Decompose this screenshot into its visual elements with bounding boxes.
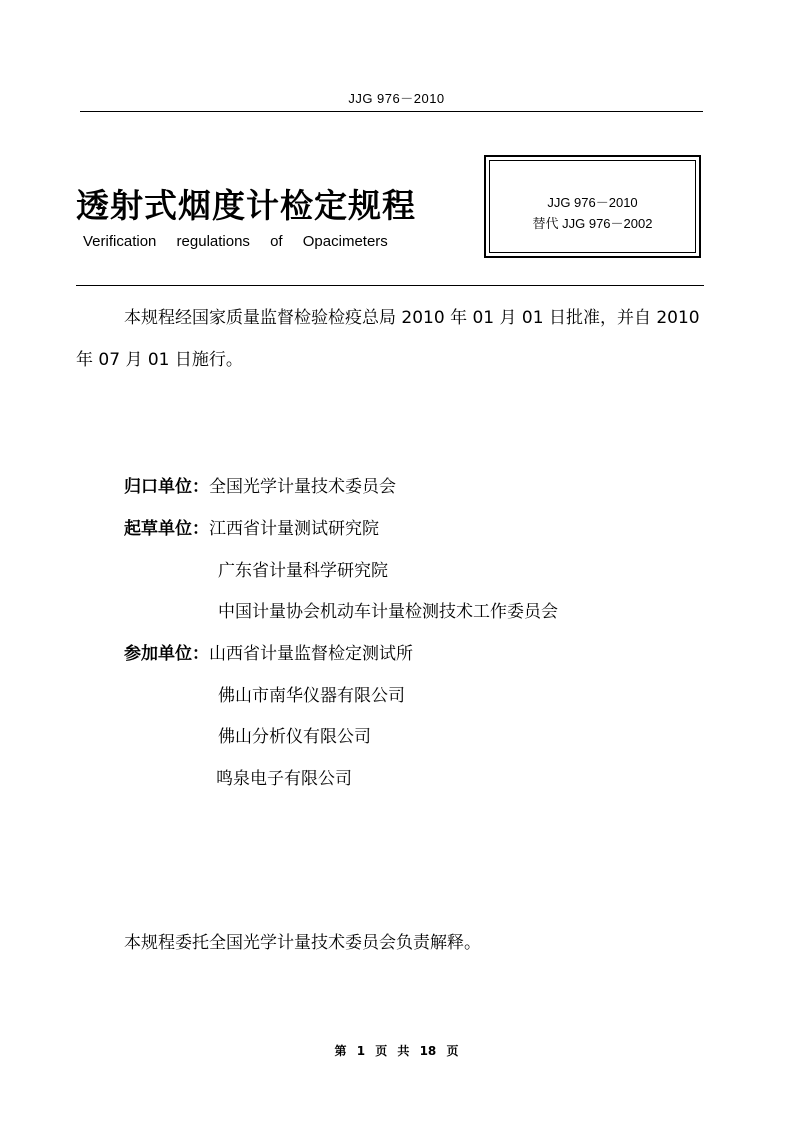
approval-line-2: 年 07 月 01 日施行。: [76, 350, 243, 370]
drafting-unit-row: [124, 514, 379, 539]
responsible-unit: 全国光学计量技术委员会: [209, 477, 396, 497]
participating-unit: 鸣泉电子有限公司: [216, 769, 352, 789]
running-header-code: JJG 976－2010: [348, 91, 445, 106]
participating-unit: 佛山分析仪有限公司: [218, 727, 371, 747]
title-chinese: 透射式烟度计检定规程: [76, 186, 416, 225]
responsible-unit-row: [124, 472, 396, 497]
responsible-unit-label: 归口单位：: [124, 477, 209, 497]
standard-code-box: [484, 155, 701, 258]
title-english: Verification regulations of Opacimeters: [83, 233, 388, 250]
participating-unit: 山西省计量监督检定测试所: [209, 644, 413, 664]
participating-unit-row: [124, 639, 413, 664]
approval-statement: [76, 297, 726, 381]
header-rule: [80, 111, 703, 112]
replaced-standard-code: 替代 JJG 976－2002: [532, 216, 653, 231]
interpretation-statement: 本规程委托全国光学计量技术委员会负责解释。: [124, 933, 481, 953]
drafting-unit-label: 起草单位：: [124, 519, 209, 539]
approval-line-1: 本规程经国家质量监督检验检疫总局 2010 年 01 月 01 日批准，并自 2010: [124, 308, 700, 328]
drafting-unit: 中国计量协会机动车计量检测技术工作委员会: [218, 602, 558, 622]
participating-unit-label: 参加单位：: [124, 644, 209, 664]
drafting-unit: 江西省计量测试研究院: [209, 519, 379, 539]
standard-code: JJG 976－2010: [547, 195, 638, 210]
title-rule: [76, 285, 704, 286]
drafting-unit: 广东省计量科学研究院: [218, 561, 388, 581]
participating-unit: 佛山市南华仪器有限公司: [218, 686, 405, 706]
page-footer: 第 1 页 共 18 页: [334, 1044, 459, 1058]
code-box-inner-frame: [489, 160, 696, 253]
